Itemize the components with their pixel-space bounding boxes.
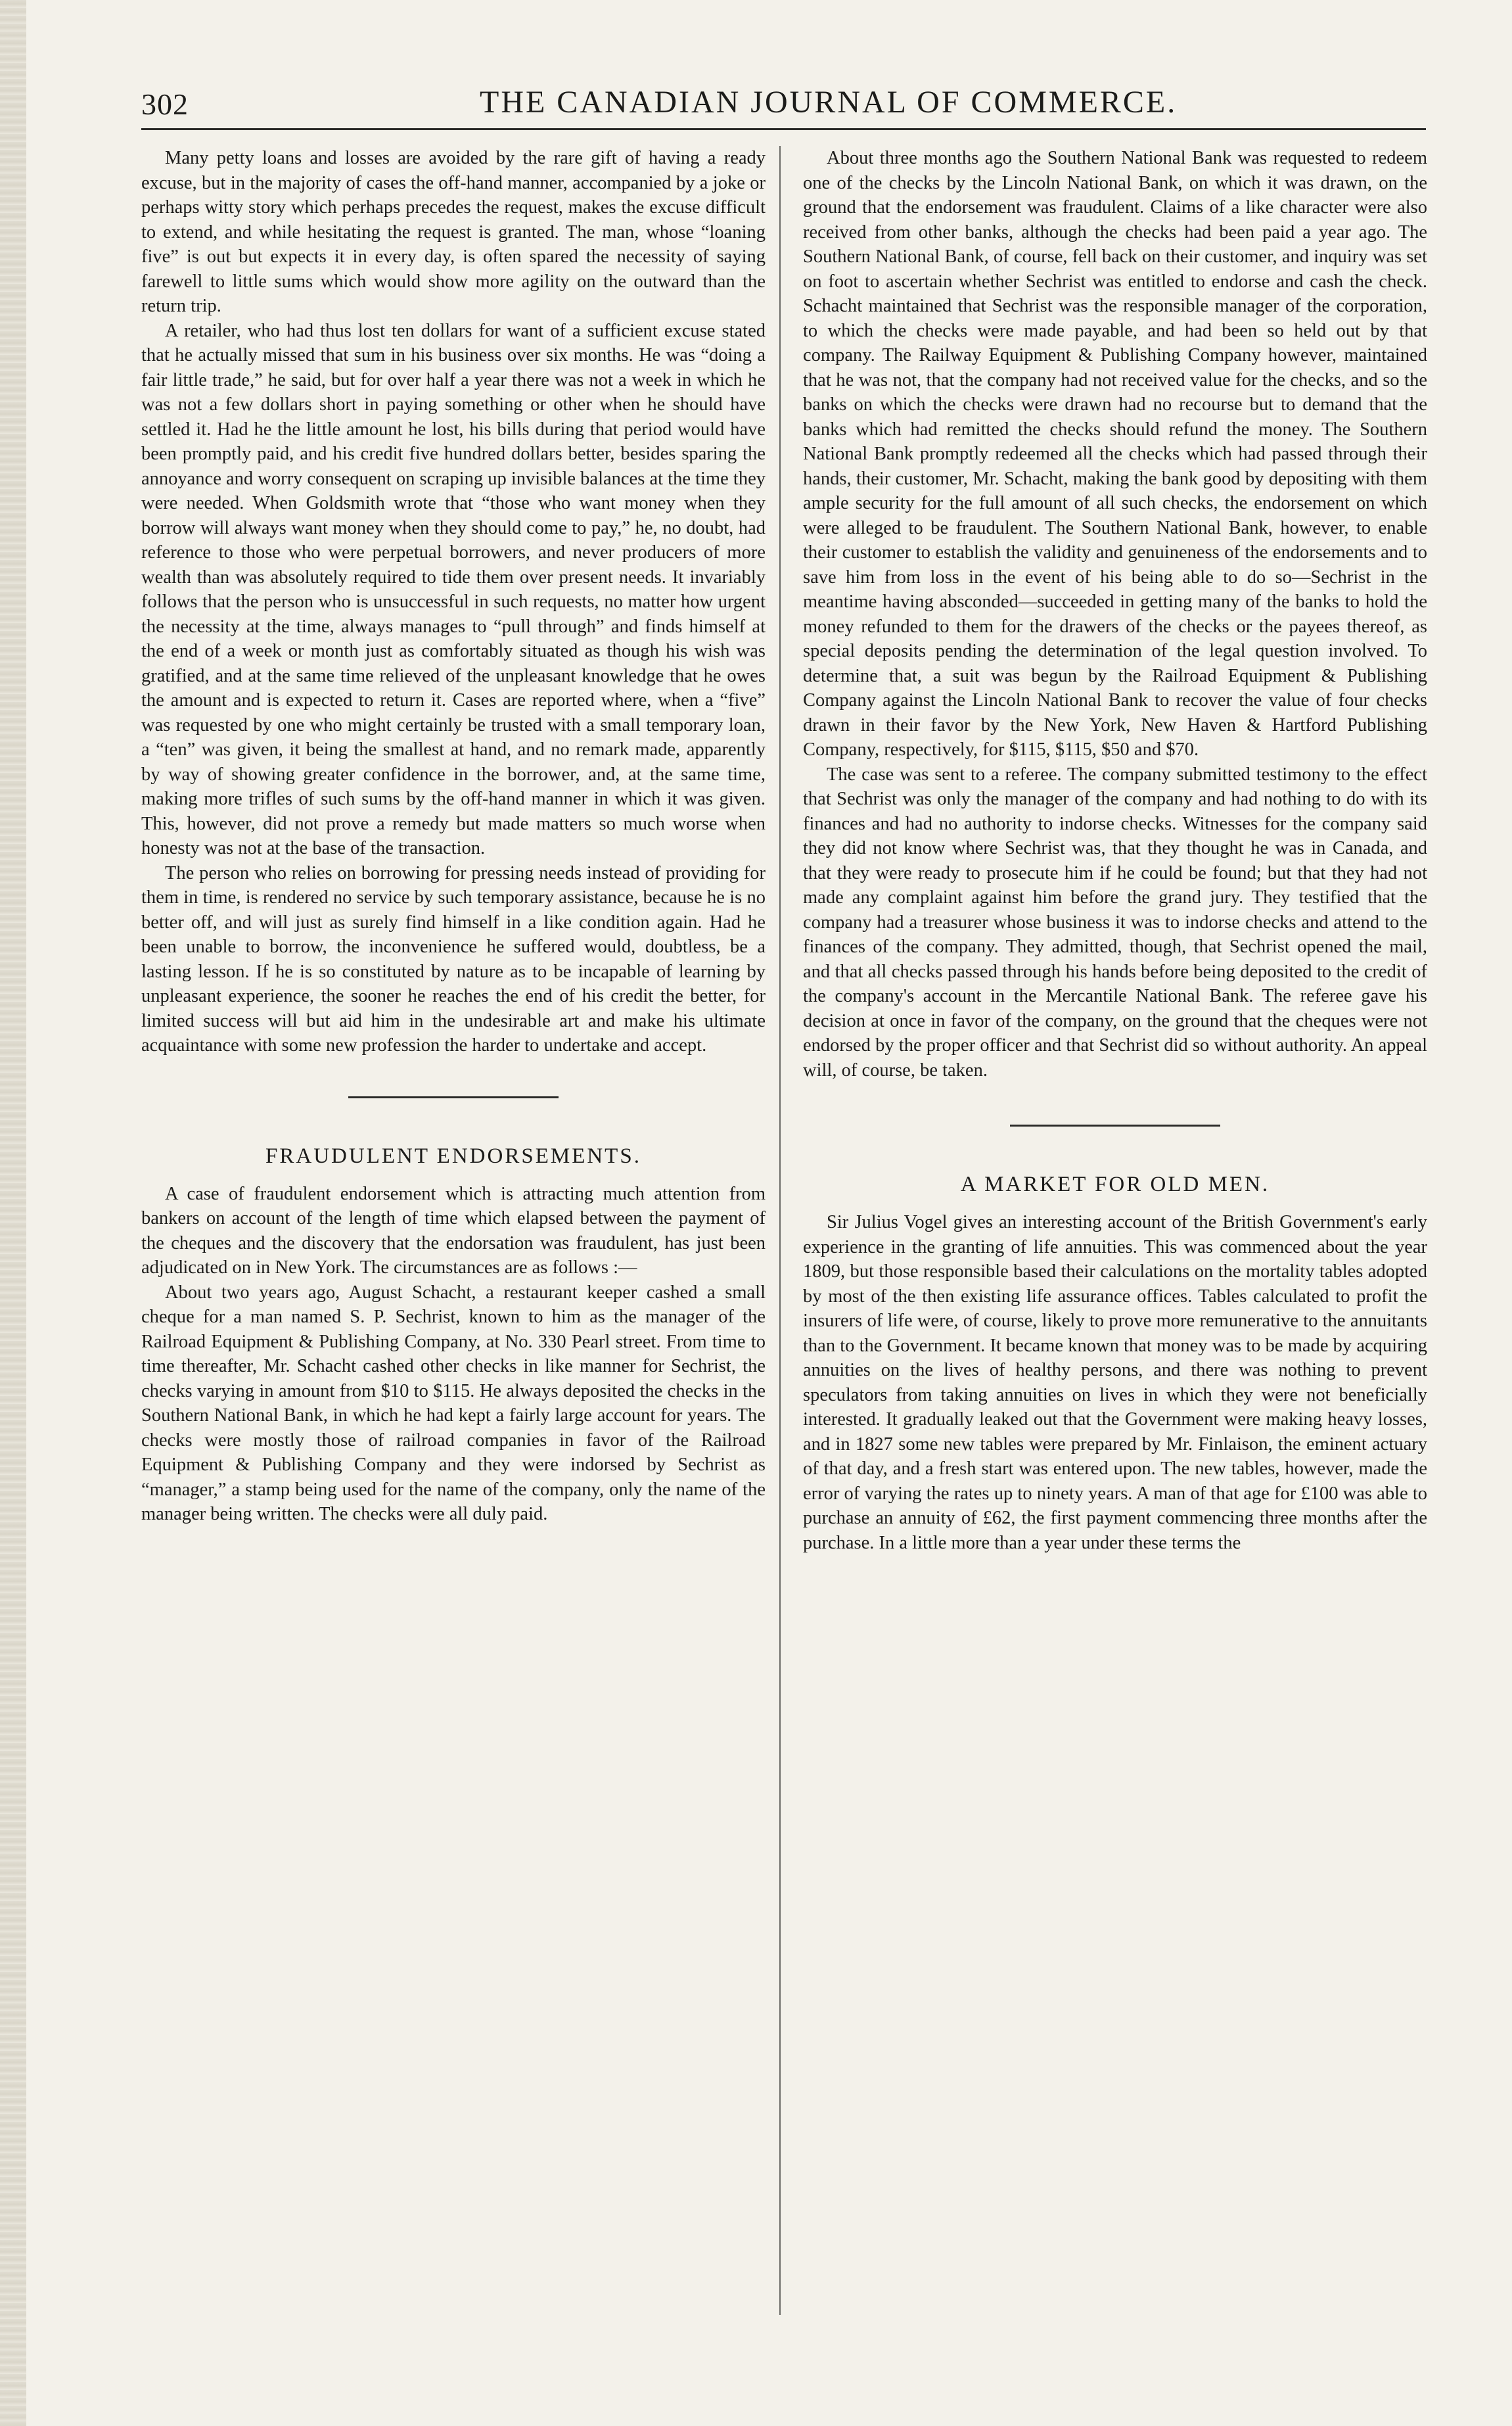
article-paragraph: About two years ago, August Schacht, a restaurant keeper cashed a small cheque for a man named S. P. Sechrist, known to him as the manager of the Railroad Equipment & Publishing Company, at No. 330 Pearl street. From time to time thereafter, Mr. Schacht cashed other checks in like manner for Sechrist, the checks varying in amount from $10 to $115. He always deposited the checks in the Southern National Bank, in which he had kept a fairly large account for years. The checks were mostly those of railroad companies in favor of the Railroad Equipment & Publishing Company and they were indorsed by Sechrist as “manager,” a stamp being used for the name of the company, only the name of the manager being written. The checks were all duly paid. xyxy=(141,1282,766,1524)
header-rule xyxy=(141,128,1426,130)
right-column xyxy=(803,146,1427,2328)
article-paragraph: About three months ago the Southern National Bank was requested to redeem one of the checks by the Lincoln National Bank, on which it was drawn, on the ground that the endorsement was fraudulent. Claims of a like character were also received from other banks, although the checks had been paid a year ago. The Southern National Bank, of course, fell back on their customer, and inquiry was set on foot to ascertain whether Sechrist was entitled to endorse and cash the check. Schacht maintained that Sechrist was the responsible manager of the corporation, to which the checks were made payable, and had been so held out by that company. The Railway Equipment & Publishing Company however, maintained that he was not, that the company had not received value for the checks, and so the banks on which the checks were drawn had no recourse but to demand that the banks which had remitted the checks should refund the money. The Southern National Bank promptly redeemed all the checks which had passed through their hands, their customer, Mr. Schacht, making the bank good by depositing with them ample security for the full amount of all such checks, the endorsement on which were alleged to be fraudulent. The Southern National Bank, however, to enable their customer to establish the validity and genuineness of the endorsements and to save him from loss in the event of his being able to do so—Sechrist in the meantime having absconded—succeeded in getting many of the banks to hold the money refunded to them for the drawers of the checks or the payees thereof, as special deposits pending the determination of the legal question involved. To determine that, a suit was begun by the Railroad Equipment & Publishing Company against the Lincoln National Bank to recover the value of four checks drawn in their favor by the New York, New Haven & Hartford Publishing Company, respectively, for $115, $115, $50 and $70. xyxy=(803,148,1427,760)
section-divider-rule xyxy=(1010,1125,1220,1127)
page-number: 302 xyxy=(141,87,189,121)
left-column xyxy=(141,146,766,2328)
page-header xyxy=(141,84,1426,130)
section-divider-rule xyxy=(348,1096,559,1098)
article-paragraph: A retailer, who had thus lost ten dollars for want of a sufficient excuse stated that he actually missed that sum in his business over six months. He was “doing a fair little trade,” he said, but for over half a year there was not a week in which he was not a few dollars short in paying something or other when he should have settled it. Had he the little amount he lost, his bills during that period would have been promptly paid, and his credit five hundred dollars better, besides sparing the annoyance and worry consequent on scraping up invisible balances at the time they were needed. When Goldsmith wrote that “those who want money when they borrow will always want money when they should come to pay,” he, no doubt, had reference to those who were perpetual borrowers, and never producers of more wealth than was absolutely required to tide them over present needs. It invariably follows that the person who is unsuccessful in such requests, no matter how urgent the necessity at the time, always manages to “pull through” and finds himself at the end of a week or month just as comfortably situated as though his wish was gratified, and at the same time relieved of the unpleasant knowledge that he owes the amount and is expected to return it. Cases are reported where, when a “five” was requested by one who might certainly be trusted with a small temporary loan, a “ten” was given, it being the smallest at hand, and no remark made, apparently by way of showing greater confidence in the borrower, and, at the same time, making more trifles of such sums by the off-hand manner in which it was given. This, however, did not prove a remedy but made matters so much worse when honesty was not at the base of the transaction. xyxy=(141,320,766,858)
article-paragraph: Many petty loans and losses are avoided by the rare gift of having a ready excuse, but in the majority of cases the off-hand manner, accompanied by a joke or perhaps witty story which perhaps precedes the request, makes the excuse difficult to extend, and while hesitating the request is granted. The man, whose “loaning five” is out but expects it in every day, is often spared the necessity of saying farewell to little sums which would show more agility on the outward than the return trip. xyxy=(141,148,766,316)
journal-title: THE CANADIAN JOURNAL OF COMMERCE. xyxy=(480,85,1178,120)
section-title-fraudulent-endorsements: FRAUDULENT ENDORSEMENTS. xyxy=(265,1144,641,1168)
section-title-market-for-old-men: A MARKET FOR OLD MEN. xyxy=(960,1173,1270,1196)
article-paragraph: Sir Julius Vogel gives an interesting account of the British Government's early experience in the granting of life annuities. This was commenced about the year 1809, but those responsible based their calculations on the mortality tables adopted by most of the then existing life assurance offices. Tables calculated to profit the insurers of life were, of course, likely to prove more remunerative to the annuitants than to the Government. It became known that money was to be made by acquiring annuities on the lives of healthy persons, and there was nothing to prevent speculators from taking annuities on lives in which they were not beneficially interested. It gradually leaked out that the Government were making heavy losses, and in 1827 some new tables were prepared by Mr. Finlaison, the eminent actuary of that day, and a fresh start was entered upon. The new tables, however, made the error of varying the rates up to ninety years. A man of that age for £100 was able to purchase an annuity of £62, the first payment commencing three months after the purchase. In a little more than a year under these terms the xyxy=(803,1212,1427,1553)
binding-edge xyxy=(0,0,26,2426)
article-paragraph: A case of fraudulent endorsement which is attracting much attention from bankers on account of the length of time which elapsed between the payment of the cheques and the discovery that the endorsation was fraudulent, has just been adjudicated on in New York. The circumstances are as follows :— xyxy=(141,1183,766,1278)
article-paragraph: The person who relies on borrowing for pressing needs instead of providing for them in time, is rendered no service by such temporary assistance, because he is no better off, and will just as surely find himself in a like condition again. Had he been unable to borrow, the inconvenience he suffered would, doubtless, be a lasting lesson. If he is so constituted by nature as to be incapable of learning by unpleasant experience, the sooner he reaches the end of his credit the better, for limited success will but aid him in the undesirable art and make his ultimate acquaintance with some new profession the harder to undertake and accept. xyxy=(141,862,766,1056)
article-paragraph: The case was sent to a referee. The company submitted testimony to the effect that Sechrist was only the manager of the company and had nothing to do with its finances and had no authority to indorse checks. Witnesses for the company said they did not know where Sechrist was, that they thought he was in Canada, and that they were ready to prosecute him if he could be found; but that they had not made any complaint against him before the grand jury. They testified that the company had a treasurer whose business it was to indorse checks and attend to the finances of the company. They admitted, though, that Sechrist opened the mail, and that all checks passed through his hands before being deposited to the credit of the company's account in the Mercantile National Bank. The referee gave his decision at once in favor of the company, on the ground that the cheques were not endorsed by the proper officer and that Sechrist did so without authority. An appeal will, of course, be taken. xyxy=(803,764,1427,1081)
column-divider xyxy=(779,146,781,2315)
